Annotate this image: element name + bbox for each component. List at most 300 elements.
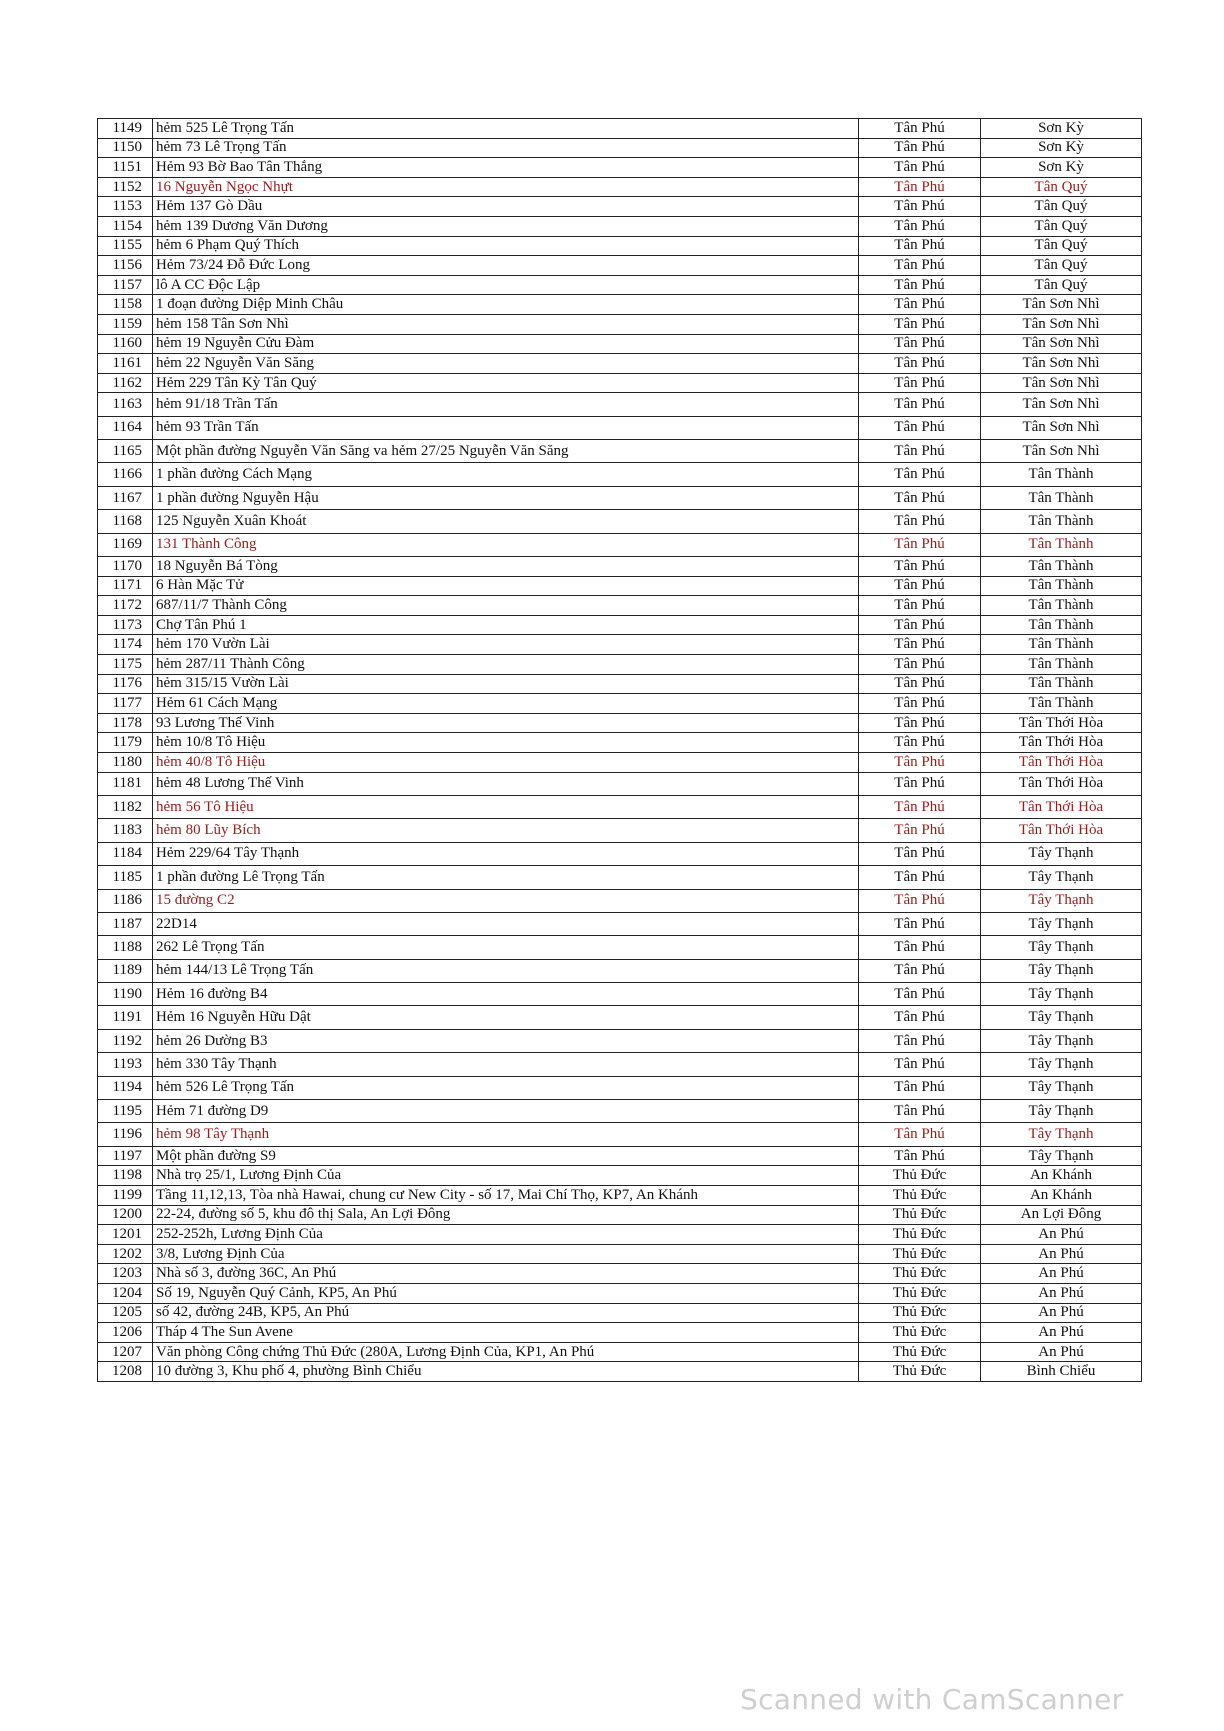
row-id: 1161	[98, 354, 153, 374]
table-row	[98, 819, 1142, 842]
address-cell: hẻm 287/11 Thành Công	[153, 655, 859, 675]
address-cell: hẻm 91/18 Trần Tấn	[153, 393, 859, 416]
address-cell: hẻm 330 Tây Thạnh	[153, 1053, 859, 1076]
ward-cell: Tân Thới Hòa	[981, 733, 1142, 753]
table-row	[98, 1146, 1142, 1166]
ward-cell: Bình Chiểu	[981, 1362, 1142, 1382]
district-cell: Tân Phú	[859, 463, 981, 486]
address-cell: hẻm 93 Trần Tấn	[153, 416, 859, 439]
district-cell: Thủ Đức	[859, 1205, 981, 1225]
ward-cell: Sơn Kỳ	[981, 119, 1142, 139]
address-cell: Hẻm 229 Tân Kỳ Tân Quý	[153, 373, 859, 393]
row-id: 1154	[98, 216, 153, 236]
ward-cell: Tân Thành	[981, 463, 1142, 486]
ward-cell: Tân Sơn Nhì	[981, 393, 1142, 416]
table-row	[98, 1205, 1142, 1225]
ward-cell: Tây Thạnh	[981, 936, 1142, 959]
row-id: 1204	[98, 1283, 153, 1303]
table-row	[98, 842, 1142, 865]
district-cell: Tân Phú	[859, 275, 981, 295]
row-id: 1205	[98, 1303, 153, 1323]
ward-cell: An Phú	[981, 1342, 1142, 1362]
table-row	[98, 119, 1142, 139]
table-row	[98, 533, 1142, 556]
row-id: 1173	[98, 615, 153, 635]
row-id: 1192	[98, 1029, 153, 1052]
table-row	[98, 334, 1142, 354]
table-row	[98, 1244, 1142, 1264]
district-cell: Tân Phú	[859, 959, 981, 982]
district-cell: Tân Phú	[859, 576, 981, 596]
address-cell: hẻm 40/8 Tô Hiệu	[153, 752, 859, 772]
ward-cell: Tây Thạnh	[981, 1029, 1142, 1052]
ward-cell: Tân Quý	[981, 177, 1142, 197]
district-cell: Tân Phú	[859, 674, 981, 694]
ward-cell: Sơn Kỳ	[981, 138, 1142, 158]
address-cell: hẻm 80 Lũy Bích	[153, 819, 859, 842]
row-id: 1168	[98, 510, 153, 533]
row-id: 1179	[98, 733, 153, 753]
district-cell: Tân Phú	[859, 655, 981, 675]
table-row	[98, 510, 1142, 533]
table-row	[98, 733, 1142, 753]
address-cell: lô A CC Độc Lập	[153, 275, 859, 295]
address-cell: Tầng 11,12,13, Tòa nhà Hawai, chung cư New City - số 17, Mai Chí Thọ, KP7, An Khánh	[153, 1186, 859, 1206]
address-cell: Hẻm 137 Gò Dầu	[153, 197, 859, 217]
ward-cell: Tân Thành	[981, 674, 1142, 694]
district-cell: Thủ Đức	[859, 1283, 981, 1303]
district-cell: Tân Phú	[859, 314, 981, 334]
row-id: 1153	[98, 197, 153, 217]
district-cell: Tân Phú	[859, 596, 981, 616]
district-cell: Tân Phú	[859, 752, 981, 772]
table-row	[98, 314, 1142, 334]
row-id: 1157	[98, 275, 153, 295]
table-row	[98, 1264, 1142, 1284]
row-id: 1199	[98, 1186, 153, 1206]
ward-cell: An Phú	[981, 1323, 1142, 1343]
table-row	[98, 440, 1142, 463]
district-cell: Tân Phú	[859, 635, 981, 655]
row-id: 1159	[98, 314, 153, 334]
district-cell: Tân Phú	[859, 866, 981, 889]
table-row	[98, 557, 1142, 577]
district-cell: Tân Phú	[859, 557, 981, 577]
address-cell: hẻm 158 Tân Sơn Nhì	[153, 314, 859, 334]
address-cell: hẻm 26 Dường B3	[153, 1029, 859, 1052]
row-id: 1189	[98, 959, 153, 982]
ward-cell: Tân Quý	[981, 256, 1142, 276]
table-row	[98, 912, 1142, 935]
address-cell: Văn phòng Công chứng Thủ Đức (280A, Lương Định Của, KP1, An Phú	[153, 1342, 859, 1362]
ward-cell: Tây Thạnh	[981, 1100, 1142, 1123]
district-cell: Thủ Đức	[859, 1186, 981, 1206]
ward-cell: Tân Thành	[981, 615, 1142, 635]
address-cell: Hẻm 16 Nguyễn Hữu Dật	[153, 1006, 859, 1029]
ward-cell: Tân Thành	[981, 486, 1142, 509]
row-id: 1198	[98, 1166, 153, 1186]
ward-cell: Tây Thạnh	[981, 1076, 1142, 1099]
table-row	[98, 197, 1142, 217]
ward-cell: Tân Sơn Nhì	[981, 334, 1142, 354]
row-id: 1194	[98, 1076, 153, 1099]
ward-cell: An Lợi Đông	[981, 1205, 1142, 1225]
district-cell: Tân Phú	[859, 1029, 981, 1052]
row-id: 1183	[98, 819, 153, 842]
district-cell: Tân Phú	[859, 256, 981, 276]
address-cell: hẻm 315/15 Vườn Lài	[153, 674, 859, 694]
district-cell: Tân Phú	[859, 1076, 981, 1099]
row-id: 1176	[98, 674, 153, 694]
address-cell: Hẻm 16 đường B4	[153, 983, 859, 1006]
address-cell: hẻm 19 Nguyễn Cửu Đàm	[153, 334, 859, 354]
table-row	[98, 1166, 1142, 1186]
address-cell: 125 Nguyễn Xuân Khoát	[153, 510, 859, 533]
district-cell: Tân Phú	[859, 1053, 981, 1076]
table-row	[98, 158, 1142, 178]
district-cell: Tân Phú	[859, 334, 981, 354]
address-cell: 262 Lê Trọng Tấn	[153, 936, 859, 959]
table-row	[98, 596, 1142, 616]
address-cell: hẻm 22 Nguyễn Văn Săng	[153, 354, 859, 374]
district-cell: Tân Phú	[859, 138, 981, 158]
address-cell: hẻm 48 Lương Thế Vinh	[153, 772, 859, 795]
row-id: 1191	[98, 1006, 153, 1029]
table-row	[98, 889, 1142, 912]
row-id: 1206	[98, 1323, 153, 1343]
row-id: 1149	[98, 119, 153, 139]
address-cell: Hẻm 229/64 Tây Thạnh	[153, 842, 859, 865]
address-cell: 18 Nguyễn Bá Tòng	[153, 557, 859, 577]
address-cell: hẻm 170 Vườn Lài	[153, 635, 859, 655]
address-cell: 687/11/7 Thành Công	[153, 596, 859, 616]
row-id: 1160	[98, 334, 153, 354]
address-cell: hẻm 139 Dương Văn Dương	[153, 216, 859, 236]
row-id: 1182	[98, 795, 153, 818]
table-row	[98, 772, 1142, 795]
district-cell: Tân Phú	[859, 177, 981, 197]
table-row	[98, 393, 1142, 416]
district-cell: Tân Phú	[859, 1146, 981, 1166]
table-row	[98, 655, 1142, 675]
district-cell: Thủ Đức	[859, 1244, 981, 1264]
table-row	[98, 615, 1142, 635]
ward-cell: Tân Thới Hòa	[981, 819, 1142, 842]
table-row	[98, 416, 1142, 439]
ward-cell: An Khánh	[981, 1166, 1142, 1186]
table-row	[98, 1006, 1142, 1029]
table-row	[98, 635, 1142, 655]
address-cell: hẻm 144/13 Lê Trọng Tấn	[153, 959, 859, 982]
ward-cell: Tân Thành	[981, 655, 1142, 675]
district-cell: Tân Phú	[859, 1006, 981, 1029]
table-row	[98, 1053, 1142, 1076]
table-row	[98, 236, 1142, 256]
address-cell: Nhà số 3, đường 36C, An Phú	[153, 1264, 859, 1284]
district-cell: Tân Phú	[859, 694, 981, 714]
table-row	[98, 1283, 1142, 1303]
table-row	[98, 1123, 1142, 1146]
ward-cell: An Phú	[981, 1244, 1142, 1264]
ward-cell: Tân Sơn Nhì	[981, 354, 1142, 374]
row-id: 1207	[98, 1342, 153, 1362]
table-row	[98, 795, 1142, 818]
address-cell: 1 phần đường Nguyễn Hậu	[153, 486, 859, 509]
address-cell: 3/8, Lương Định Của	[153, 1244, 859, 1264]
table-row	[98, 576, 1142, 596]
ward-cell: Sơn Kỳ	[981, 158, 1142, 178]
district-cell: Tân Phú	[859, 158, 981, 178]
row-id: 1166	[98, 463, 153, 486]
address-cell: 22D14	[153, 912, 859, 935]
district-cell: Tân Phú	[859, 819, 981, 842]
row-id: 1170	[98, 557, 153, 577]
address-cell: số 42, đường 24B, KP5, An Phú	[153, 1303, 859, 1323]
table-row	[98, 295, 1142, 315]
row-id: 1172	[98, 596, 153, 616]
row-id: 1164	[98, 416, 153, 439]
table-row	[98, 866, 1142, 889]
ward-cell: Tây Thạnh	[981, 912, 1142, 935]
address-cell: 1 phần đường Cách Mạng	[153, 463, 859, 486]
address-cell: Hẻm 73/24 Đỗ Đức Long	[153, 256, 859, 276]
ward-cell: An Phú	[981, 1303, 1142, 1323]
table-row	[98, 752, 1142, 772]
table-row	[98, 1225, 1142, 1245]
district-cell: Tân Phú	[859, 533, 981, 556]
ward-cell: Tân Thới Hòa	[981, 795, 1142, 818]
table-row	[98, 354, 1142, 374]
row-id: 1181	[98, 772, 153, 795]
table-row	[98, 256, 1142, 276]
table-row	[98, 1323, 1142, 1343]
district-cell: Tân Phú	[859, 615, 981, 635]
row-id: 1169	[98, 533, 153, 556]
ward-cell: Tây Thạnh	[981, 1053, 1142, 1076]
row-id: 1152	[98, 177, 153, 197]
address-cell: 93 Lương Thế Vinh	[153, 713, 859, 733]
row-id: 1196	[98, 1123, 153, 1146]
district-cell: Tân Phú	[859, 733, 981, 753]
address-cell: Hẻm 71 đường D9	[153, 1100, 859, 1123]
district-cell: Tân Phú	[859, 713, 981, 733]
row-id: 1190	[98, 983, 153, 1006]
district-cell: Tân Phú	[859, 912, 981, 935]
address-cell: 10 đường 3, Khu phố 4, phường Bình Chiểu	[153, 1362, 859, 1382]
address-cell: 6 Hàn Mặc Tử	[153, 576, 859, 596]
address-cell: 131 Thành Công	[153, 533, 859, 556]
ward-cell: Tân Sơn Nhì	[981, 373, 1142, 393]
row-id: 1184	[98, 842, 153, 865]
table-row	[98, 486, 1142, 509]
ward-cell: An Phú	[981, 1264, 1142, 1284]
ward-cell: Tân Thành	[981, 510, 1142, 533]
ward-cell: Tân Quý	[981, 216, 1142, 236]
district-cell: Tân Phú	[859, 936, 981, 959]
address-cell: Số 19, Nguyễn Quý Cảnh, KP5, An Phú	[153, 1283, 859, 1303]
address-cell: Chợ Tân Phú 1	[153, 615, 859, 635]
ward-cell: Tân Thành	[981, 557, 1142, 577]
table-row	[98, 694, 1142, 714]
address-cell: Nhà trọ 25/1, Lương Định Của	[153, 1166, 859, 1186]
address-table-body	[98, 119, 1142, 1382]
address-table	[97, 118, 1142, 1382]
district-cell: Tân Phú	[859, 1123, 981, 1146]
address-cell: 1 đoạn đường Diệp Minh Châu	[153, 295, 859, 315]
address-cell: Hẻm 93 Bờ Bao Tân Thắng	[153, 158, 859, 178]
table-row	[98, 1303, 1142, 1323]
address-cell: 22-24, đường số 5, khu đô thị Sala, An Lợi Đông	[153, 1205, 859, 1225]
ward-cell: Tây Thạnh	[981, 1146, 1142, 1166]
ward-cell: Tân Quý	[981, 236, 1142, 256]
ward-cell: Tân Sơn Nhì	[981, 440, 1142, 463]
row-id: 1175	[98, 655, 153, 675]
table-row	[98, 177, 1142, 197]
row-id: 1167	[98, 486, 153, 509]
row-id: 1158	[98, 295, 153, 315]
address-cell: hẻm 6 Phạm Quý Thích	[153, 236, 859, 256]
address-cell: 252-252h, Lương Định Của	[153, 1225, 859, 1245]
district-cell: Tân Phú	[859, 393, 981, 416]
district-cell: Tân Phú	[859, 440, 981, 463]
table-row	[98, 1342, 1142, 1362]
ward-cell: Tân Thành	[981, 596, 1142, 616]
row-id: 1150	[98, 138, 153, 158]
ward-cell: Tân Quý	[981, 275, 1142, 295]
address-cell: hẻm 10/8 Tô Hiệu	[153, 733, 859, 753]
ward-cell: Tân Thành	[981, 576, 1142, 596]
address-cell: hẻm 526 Lê Trọng Tấn	[153, 1076, 859, 1099]
row-id: 1163	[98, 393, 153, 416]
district-cell: Tân Phú	[859, 795, 981, 818]
district-cell: Tân Phú	[859, 983, 981, 1006]
row-id: 1165	[98, 440, 153, 463]
district-cell: Tân Phú	[859, 354, 981, 374]
ward-cell: Tân Sơn Nhì	[981, 314, 1142, 334]
table-row	[98, 275, 1142, 295]
district-cell: Tân Phú	[859, 889, 981, 912]
district-cell: Tân Phú	[859, 416, 981, 439]
ward-cell: Tân Thành	[981, 533, 1142, 556]
address-cell: Hẻm 61 Cách Mạng	[153, 694, 859, 714]
district-cell: Tân Phú	[859, 216, 981, 236]
address-cell: 1 phần đường Lê Trọng Tấn	[153, 866, 859, 889]
table-row	[98, 1100, 1142, 1123]
row-id: 1174	[98, 635, 153, 655]
address-cell: hẻm 73 Lê Trọng Tấn	[153, 138, 859, 158]
table-row	[98, 138, 1142, 158]
district-cell: Thủ Đức	[859, 1323, 981, 1343]
table-row	[98, 463, 1142, 486]
row-id: 1162	[98, 373, 153, 393]
ward-cell: Tây Thạnh	[981, 842, 1142, 865]
ward-cell: Tân Thành	[981, 694, 1142, 714]
table-row	[98, 674, 1142, 694]
ward-cell: Tây Thạnh	[981, 866, 1142, 889]
ward-cell: An Phú	[981, 1225, 1142, 1245]
table-row	[98, 216, 1142, 236]
row-id: 1155	[98, 236, 153, 256]
table-row	[98, 1362, 1142, 1382]
ward-cell: Tây Thạnh	[981, 1123, 1142, 1146]
table-row	[98, 936, 1142, 959]
ward-cell: Tân Thới Hòa	[981, 752, 1142, 772]
district-cell: Tân Phú	[859, 295, 981, 315]
camscanner-watermark: Scanned with CamScanner	[740, 1683, 1124, 1716]
row-id: 1171	[98, 576, 153, 596]
ward-cell: An Phú	[981, 1283, 1142, 1303]
district-cell: Tân Phú	[859, 486, 981, 509]
row-id: 1185	[98, 866, 153, 889]
district-cell: Tân Phú	[859, 197, 981, 217]
ward-cell: Tây Thạnh	[981, 1006, 1142, 1029]
row-id: 1186	[98, 889, 153, 912]
district-cell: Tân Phú	[859, 510, 981, 533]
table-row	[98, 959, 1142, 982]
row-id: 1178	[98, 713, 153, 733]
table-row	[98, 713, 1142, 733]
row-id: 1156	[98, 256, 153, 276]
district-cell: Tân Phú	[859, 119, 981, 139]
district-cell: Tân Phú	[859, 236, 981, 256]
district-cell: Thủ Đức	[859, 1264, 981, 1284]
address-cell: hẻm 56 Tô Hiệu	[153, 795, 859, 818]
ward-cell: Tân Sơn Nhì	[981, 295, 1142, 315]
district-cell: Thủ Đức	[859, 1342, 981, 1362]
row-id: 1195	[98, 1100, 153, 1123]
row-id: 1180	[98, 752, 153, 772]
district-cell: Thủ Đức	[859, 1362, 981, 1382]
row-id: 1203	[98, 1264, 153, 1284]
district-cell: Tân Phú	[859, 1100, 981, 1123]
address-cell: Một phần đường Nguyễn Văn Săng va hẻm 27/25 Nguyễn Văn Săng	[153, 440, 859, 463]
row-id: 1202	[98, 1244, 153, 1264]
row-id: 1201	[98, 1225, 153, 1245]
address-cell: Một phần đường S9	[153, 1146, 859, 1166]
district-cell: Thủ Đức	[859, 1303, 981, 1323]
ward-cell: Tây Thạnh	[981, 959, 1142, 982]
ward-cell: An Khánh	[981, 1186, 1142, 1206]
ward-cell: Tân Thành	[981, 635, 1142, 655]
address-cell: hẻm 98 Tây Thạnh	[153, 1123, 859, 1146]
row-id: 1187	[98, 912, 153, 935]
row-id: 1151	[98, 158, 153, 178]
row-id: 1208	[98, 1362, 153, 1382]
ward-cell: Tây Thạnh	[981, 889, 1142, 912]
ward-cell: Tân Quý	[981, 197, 1142, 217]
address-cell: hẻm 525 Lê Trọng Tấn	[153, 119, 859, 139]
table-row	[98, 1029, 1142, 1052]
address-cell: 15 đường C2	[153, 889, 859, 912]
row-id: 1193	[98, 1053, 153, 1076]
row-id: 1177	[98, 694, 153, 714]
table-row	[98, 373, 1142, 393]
ward-cell: Tân Thới Hòa	[981, 772, 1142, 795]
ward-cell: Tân Sơn Nhì	[981, 416, 1142, 439]
row-id: 1200	[98, 1205, 153, 1225]
address-cell: Tháp 4 The Sun Avene	[153, 1323, 859, 1343]
ward-cell: Tân Thới Hòa	[981, 713, 1142, 733]
table-row	[98, 983, 1142, 1006]
ward-cell: Tây Thạnh	[981, 983, 1142, 1006]
row-id: 1188	[98, 936, 153, 959]
district-cell: Tân Phú	[859, 842, 981, 865]
district-cell: Thủ Đức	[859, 1166, 981, 1186]
district-cell: Tân Phú	[859, 772, 981, 795]
table-row	[98, 1076, 1142, 1099]
row-id: 1197	[98, 1146, 153, 1166]
address-cell: 16 Nguyễn Ngọc Nhựt	[153, 177, 859, 197]
